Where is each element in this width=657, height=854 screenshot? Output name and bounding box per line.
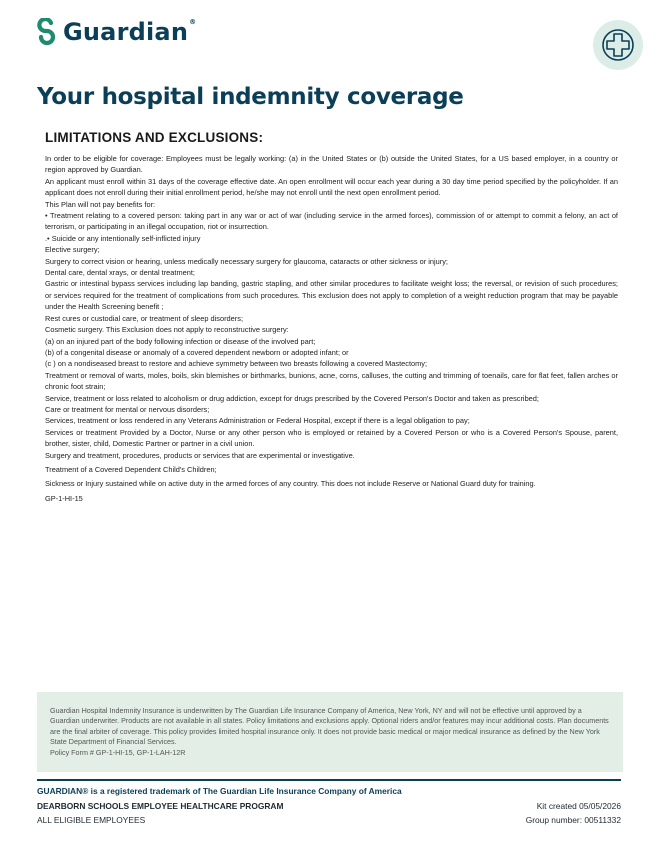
footer-divider [37, 779, 621, 781]
paragraph: Care or treatment for mental or nervous disorders; [45, 404, 210, 414]
paragraph: Services or treatment Provided by a Doctor, Nurse or any other person who is employed or retained by a Covered Person or who is a Covered Person's Spouse, parent, brother, sister, child, Domestic Partner or partner in a civil union. [45, 427, 618, 449]
group-number: Group number: 00511332 [525, 815, 621, 825]
paragraph: Service, treatment or loss related to alcoholism or drug addiction, except for drugs prescribed by the Covered Person's Doctor and taken as prescribed; [45, 393, 539, 403]
paragraph: Gastric or intestinal bypass services including lap banding, gastric stapling, and other similar procedures to facilitate weight loss; the reversal, or revision of such procedures; or services required for the treatment of complications from such procedures. This exclusion does not apply to completion of a weight reduction program that may be payable under the Health Screening benefit ; [45, 279, 618, 312]
paragraph: .• Suicide or any intentionally self-inflicted injury [45, 233, 201, 243]
paragraph: Treatment of a Covered Dependent Child's Children; [45, 464, 217, 474]
eligibility-text: ALL ELIGIBLE EMPLOYEES [37, 815, 146, 825]
footer-program-row [37, 801, 621, 811]
paragraph: Treatment or removal of warts, moles, boils, skin blemishes or birthmarks, bunions, acne, corns, calluses, the cutting and trimming of toenails, care for flat feet, fallen arches or chronic foot strain; [45, 370, 618, 392]
paragraph: Surgery and treatment, procedures, products or services that are experimental or investigative. [45, 450, 355, 460]
form-code: GP-1-HI-15 [45, 493, 83, 503]
paragraph: (b) of a congenital disease or anomaly of a covered dependent newborn or adopted infant; or [45, 347, 349, 357]
trademark-notice [37, 786, 621, 796]
guardian-logo-icon [36, 18, 56, 46]
program-name: DEARBORN SCHOOLS EMPLOYEE HEALTHCARE PROGRAM [37, 801, 284, 811]
paragraph: Cosmetic surgery. This Exclusion does not apply to reconstructive surgery: [45, 325, 289, 335]
disclaimer-text: Guardian Hospital Indemnity Insurance is underwritten by The Guardian Life Insurance Company of America, New York, NY and will not be effective until approved by a Guardian underwriter. Products are not available in all states. Policy limitations and exclusions apply. Optional riders and/or features may incur additional costs. Plan documents are the final arbiter of coverage. This policy provides limited hospital insurance only. It does not provide basic medical or major medical insurance as defined by the New York State Department of Financial Services. [50, 706, 609, 747]
medical-cross-badge [593, 20, 643, 70]
paragraph: Elective surgery; [45, 245, 100, 255]
paragraph: (c ) on a nondiseased breast to restore and achieve symmetry between two breasts following a covered Mastectomy; [45, 359, 428, 369]
paragraph: (a) on an injured part of the body following infection or disease of the involved part; [45, 336, 316, 346]
trademark-name: GUARDIAN® [37, 786, 89, 796]
paragraph: Sickness or Injury sustained while on active duty in the armed forces of any country. This does not include Reserve or National Guard duty for training. [45, 479, 536, 489]
paragraph: An applicant must enroll within 31 days of the coverage effective date. An open enrollment will occur each year during a 30 day time period specified by the policyholder. If an applicant does not enroll during their initial enrollment period, he/she may not enroll until the next open enrollment period. [45, 176, 618, 198]
medical-cross-icon [601, 28, 635, 62]
paragraph: Services, treatment or loss rendered in any Veterans Administration or Federal Hospital, except if there is a legal obligation to pay; [45, 416, 470, 426]
paragraph: Surgery to correct vision or hearing, unless medically necessary surgery for glaucoma, cataracts or other sickness or injury; [45, 256, 448, 266]
limitations-body [45, 153, 618, 504]
trademark-text: is a registered trademark of The Guardian Life Insurance Company of America [88, 786, 402, 796]
kit-created-date: Kit created 05/05/2026 [536, 801, 621, 811]
guardian-logo [36, 15, 196, 49]
section-heading: LIMITATIONS AND EXCLUSIONS: [45, 130, 264, 145]
disclaimer-policy-form: Policy Form # GP-1-HI-15, GP-1-LAH-12R [50, 747, 186, 757]
paragraph: Rest cures or custodial care, or treatment of sleep disorders; [45, 313, 243, 323]
paragraph: In order to be eligible for coverage: Employees must be legally working: (a) in the United States or (b) outside the United States, for a US based employer, in a country or region approved by Guardian. [45, 154, 618, 175]
page-title: Your hospital indemnity coverage [37, 84, 464, 110]
paragraph: Dental care, dental xrays, or dental treatment; [45, 268, 195, 278]
disclaimer-box [37, 692, 623, 772]
paragraph: • Treatment relating to a covered person: taking part in any war or act of war (including service in the armed forces), commission of or attempt to commit a felony, an act of terrorism, or participating in an illegal occupation, riot or insurrection. [45, 211, 618, 232]
footer-eligibility-row [37, 815, 621, 825]
paragraph: This Plan will not pay benefits for: [45, 199, 156, 209]
brand-name: Guardian® [63, 18, 197, 46]
